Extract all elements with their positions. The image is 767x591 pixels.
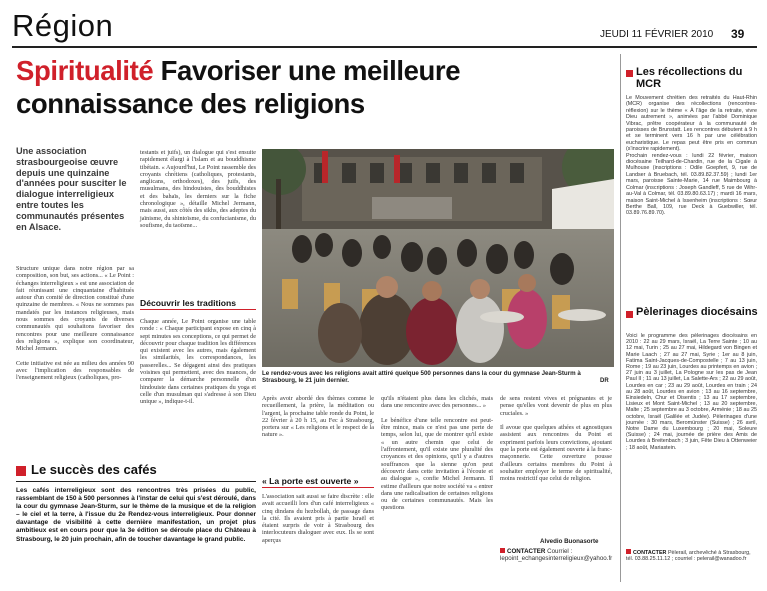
sidebar-red-square-2 [626,311,633,318]
sidebar-red-square-1 [626,70,633,77]
column-3-text: Après avoir abordé des thèmes comme le recueillement, la prière, la méditation ou l'argent, la prochaine table ronde du Point, le 22 février à 20 h 15, au Fec à Strasbourg, portera sur « Les religions et le respect de la nature ». [262,395,376,439]
column-1-body: Structure unique dans notre région par sa composition, son but, ses actions... « Le Point : échanges interreligieux » est une association de fait réunissant une cinquantaine d'habitués autour d'un comité de direction constitué d'une quinzaine de membres. « Nous ne sommes pas mandatés par les instances religieuses, mais nous sommes des croyants de diverses communautés qui souhaitons favoriser des rencontres pour une meilleure connaissance des religions », explique son coordinateur, Michel Jermann. Cette initiative est née au milieu des années 90 avec l'implication des responsables de l'enseignement religieux (catholiques, pro- [16,265,134,382]
sidebar-title-mcr: Les récollections du MCR [636,66,743,90]
header-rule [12,46,757,48]
cafes-title: Le succès des cafés [31,462,157,477]
crowd-courtyard-image [262,149,614,367]
sidebar-contact-icon [626,549,631,554]
headline-line1: Favoriser une meilleure [160,55,461,86]
cafes-rule [16,481,256,482]
page-number: 39 [731,27,745,41]
sidebar-contact [626,549,757,563]
subhead-porte-rule [262,487,374,488]
photo-caption-text: Le rendez-vous avec les religions avait attiré quelque 500 personnes dans la cour du gymnase Jean-Sturm à Strasbourg, le 21 juin dernier. [262,370,581,385]
headline-kicker: Spiritualité [16,55,154,86]
subhead-traditions-rule [140,309,256,310]
author-signature: Alvedio Buonasorte [540,538,599,545]
contact-1-icon [500,548,505,553]
column-5-text: de sens restent vives et prégnantes et je pense qu'elles vont devenir de plus en plus cruciales. » Il avoue que quelques athées et agnostiques assistent aux rencontres du Point et expriment parfois leurs convictions, ajoutant que la porte est également ouverte à la franc-maçonnerie. Cette ouverture pousse d'ailleurs certains membres du Point à souhaiter employer le terme de spiritualité, moins restrictif que celui de religion. [500,395,612,483]
issue-date: JEUDI 11 FÉVRIER 2010 [600,29,714,40]
photo-caption [262,370,614,385]
sidebar-divider [620,54,621,582]
column-4-text: qu'ils n'étaient plus dans les clichés, mais dans une rencontre avec des personnes... » Le bénéfice d'une telle rencontre est peut-être mince, mais ce n'est pas une perte de temps, selon lui, que de montrer qu'il existe « un autre chemin que celui de l'affrontement, qu'il existe une pluralité des croyances et des opinions, qu'il y a d'autres souffrances que la sienne qu'on peut découvrir dans cette invitation à l'écoute et au dialogue », confie Michel Jermann. Il estime d'ailleurs que notre société va « entrer dans une radicalisation de certaines religions ou de certaines communautés. Mais les questions [381,395,493,512]
cafes-red-square [16,466,26,476]
headline-line2: connaissance des religions [16,88,365,119]
column-3-porte: L'association sait aussi se faire discrète : elle avait accueilli lors d'un café interreligieux « cinq dindans du hezbollah, de passage dans la cité. Ils avaient pris à partie Israël et étaient surpris de voir à Strasbourg des interlocuteurs dialoguer avec eux. Ils se sont aperçus [262,493,376,544]
contact-block-1 [500,548,612,563]
subhead-porte-ouverte: « La porte est ouverte » [262,476,359,486]
sidebar-contact-label: CONTACTER [633,550,667,556]
photo-credit: DR [600,378,609,384]
column-2-top: testants et juifs), un dialogue qui s'est ensuite rapidement élargi à l'islam et au bouddhisme tibétain. « Aujourd'hui, Le Point rassemble des croyants chrétiens (catholiques, protestants, anglicans, orthodoxes), des juifs, des musulmans, des hindouistes, des bouddhistes et des bahaïs, les derniers sur la fiche chronologique », détaille Michel Jermann, mais aussi, aux côtés des sikhs, des adeptes du jaïnisme, du shintoïsme, du confucianisme, du soufisme, du taoïsme... [140,149,258,229]
event-photo [262,149,614,367]
column-2-traditions: Chaque année, Le Point organise une table ronde : « Chaque participant expose en cinq à sept minutes ses conceptions, ce qui permet de découvrir pour chaque tradition les différences qui existent avec les autres, mais également les similarités, les correspondances, les passerelles... Se dégagent ainsi des pratiques voisines qui permettent, avec des nuances, de comparer la démarche personnelle d'un hindouiste dans certaines pratiques du yoga et celle d'un musulman qui s'adresse à son Dieu unique », indique-t-il. [140,318,258,406]
contact-1-label: CONTACTER [507,548,546,555]
lede: Une association strasbourgeoise œuvre depuis une quinzaine d'années pour susciter le dialogue interreligieux entre toutes les communautés présentes en Alsace. [16,146,127,232]
subhead-traditions: Découvrir les traditions [140,298,236,308]
sidebar-text-mcr: Le Mouvement chrétien des retraités du Haut-Rhin (MCR) organise des récollections (rencontres-réflexion) sur le thème « À l'âge de la retraite, vivre Dieu autrement », animées par l'abbé Dominique Vibrac, prêtre coopérateur à la communauté de paroisses de Brunstatt. Les rencontres débutent à 9 h et se terminent vers 16 h par une célébration eucharistique. Le repas peut être pris en commun (s'inscrire rapidement). Prochain rendez-vous : lundi 22 février, maison diocésaine Teilhard-de-Chardin, rue de la Cigale à Mulhouse (inscriptions : Odile Goepfert, 9, rue de Landser à Bruebach, tél. 03.89.82.37.59) ; lundi 1er mars, paroisse Sainte-Marie, 14 rue Maimbourg à Colmar (inscriptions : Joseph Gandleff, 5 rue de Wihr-au-Val à Colmar, tél. 03.89.80.63.17) ; mardi 16 mars, maison Saint-Michel à Issenheim (inscriptions : Sœur Berthe Ball, 109, rue Deck à Guebwiller, tél. 03.89.76.89.70). [626,95,757,217]
section-title: Région [12,8,114,43]
sidebar-contact-text[interactable]: Pèlerail, archevêché à Strasbourg, tél. 03.88.25.11.12 ; courriel : pelerail@wanadoo.fr [626,550,751,563]
contact-1-text[interactable]: Courriel : lepoint_echangesinterreligieux@yahoo.fr [500,548,613,563]
cafes-text: Les cafés interreligieux sont des rencontres très prisées du public, rassemblant de 150 à 500 personnes à l'instar de celui qui s'est déroulé, dans la cour du gymnase Jean-Sturm, sur le thème de la musique et de la religion – le ciel et la terre, à l'issue du 2e Rendez-vous interreligieux. Pour donner davantage de visibilité à cette dernière manifestation, un projet plus ambitieux est en cours pour que la 3e édition se déroule place du Château à Strasbourg, le 20 juin prochain, afin de toucher davantage le grand public. [16,487,256,543]
sidebar-title-pelerinages: Pèlerinages diocésains [636,306,758,318]
sidebar-text-pelerinages: Voici le programme des pèlerinages diocésains en 2010 : 22 au 29 mars, Israël, La Terre Sainte ; 10 au 12 mai, Turin ; 25 au 27 mai, Hildegard von Bingen et Marie Laach ; 27 au 27 mai, Syrie ; 1er au 8 juin, Fatima Saint-Jacques-de-Compostelle ; 7 au 13 juin, Rome ; 19 au 23 juin, Lourdes au printemps en avion ; 27 juin au 3 juillet, La Pologne sur les pas de Jean Paul II ; 11 au 13 juillet, La Salette-Ars ; 22 au 29 août, Lourdes en car ; 23 au 29 août, Lourdes en train ; 24 au 28 août, Lourdes en avion ; 13 au 16 septembre, Einsiedeln, Chur et Disentis ; 13 au 17 septembre, Lisieux et Mont Saint-Michel ; 13 au 20 septembre, Malte ; 25 septembre au 3 octobre, Arménie ; 18 au 25 octobre, Israël (Galilée et Judée). Pèlerinages d'une journée : 30 mars, Beromünster (Suisse) ; 26 avril, Notre Dame du Luxembourg ; 20 mai, Soleure (Suisse) ; 24 mai, journée de prière des Amis de Lourdes à Breitenbach ; 3 juin, Fête Dieu à Ottenweier ; 18 août, Mariastein. [626,333,759,451]
headline [16,54,616,120]
